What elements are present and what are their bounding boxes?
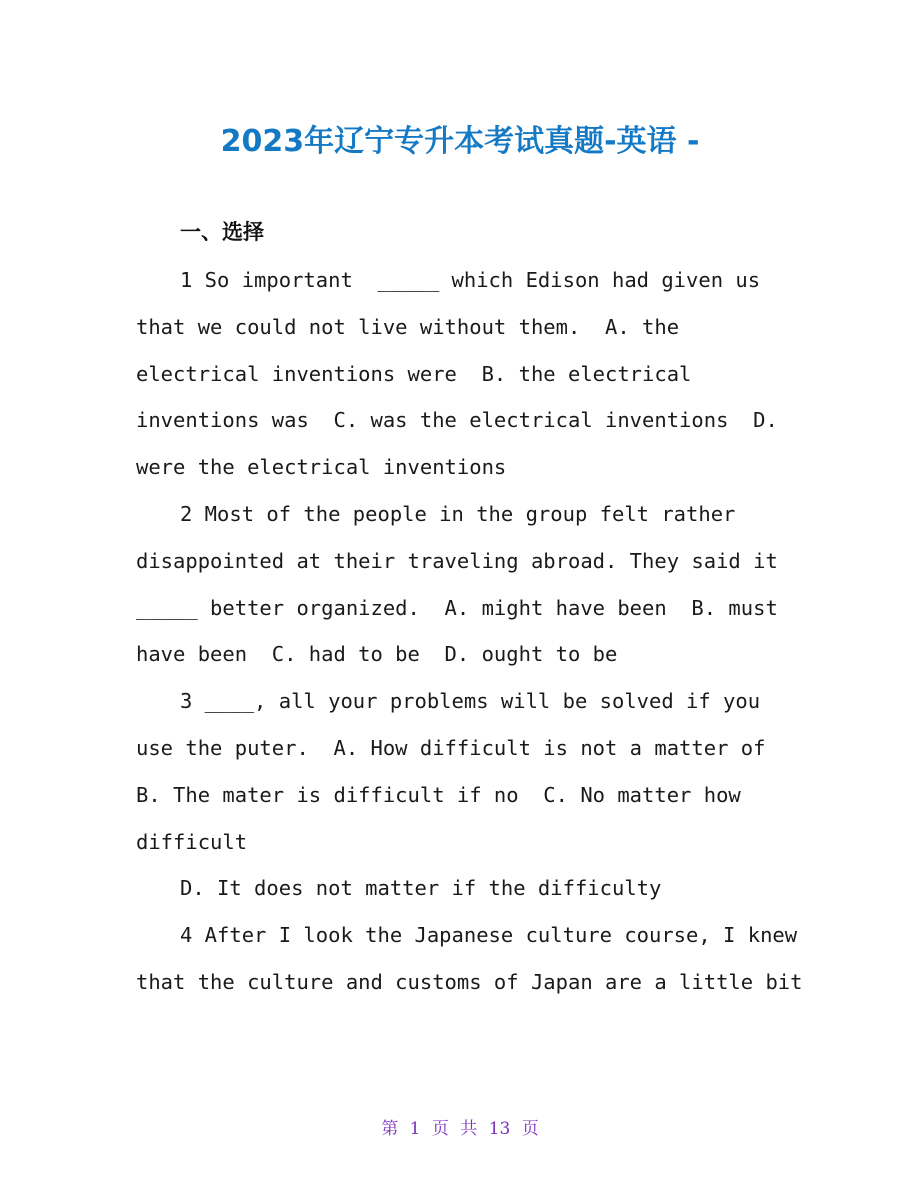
question-4-line-2: that the culture and customs of Japan are a little bit — [136, 969, 803, 994]
question-2-line-3: _____ better organized. A. might have been B. must — [136, 595, 778, 620]
question-4-line-1: 4 After I look the Japanese culture course, I knew — [180, 923, 798, 948]
question-3-line-2: use the puter. A. How difficult is not a matter of — [136, 735, 766, 760]
question-1-line-2: that we could not live without them. A. the — [136, 314, 680, 339]
question-3-line-1: 3 ____, all your problems will be solved if you — [180, 689, 761, 714]
question-1-line-5: were the electrical inventions — [136, 455, 507, 480]
question-1-line-4: inventions was C. was the electrical inventions D. — [136, 408, 778, 433]
question-1-line-1: 1 So important _____ which Edison had given us — [180, 268, 761, 292]
question-3-line-5: D. It does not matter if the difficulty — [180, 876, 662, 901]
question-body — [136, 262, 803, 1011]
question-1-line-3: electrical inventions were B. the electrical — [136, 361, 692, 386]
document-title: 2023年辽宁专升本考试真题-英语 - — [220, 124, 700, 159]
section-heading: 一、选择 — [180, 220, 264, 244]
question-2-line-1: 2 Most of the people in the group felt rather — [180, 501, 736, 526]
question-3-line-3: B. The mater is difficult if no C. No matter how — [136, 782, 741, 807]
question-2-line-4: have been C. had to be D. ought to be — [136, 642, 618, 667]
page-footer: 第 1 页 共 13 页 — [381, 1119, 539, 1139]
question-2-line-2: disappointed at their traveling abroad. They said it — [136, 548, 778, 573]
question-3-line-4: difficult — [136, 829, 248, 854]
